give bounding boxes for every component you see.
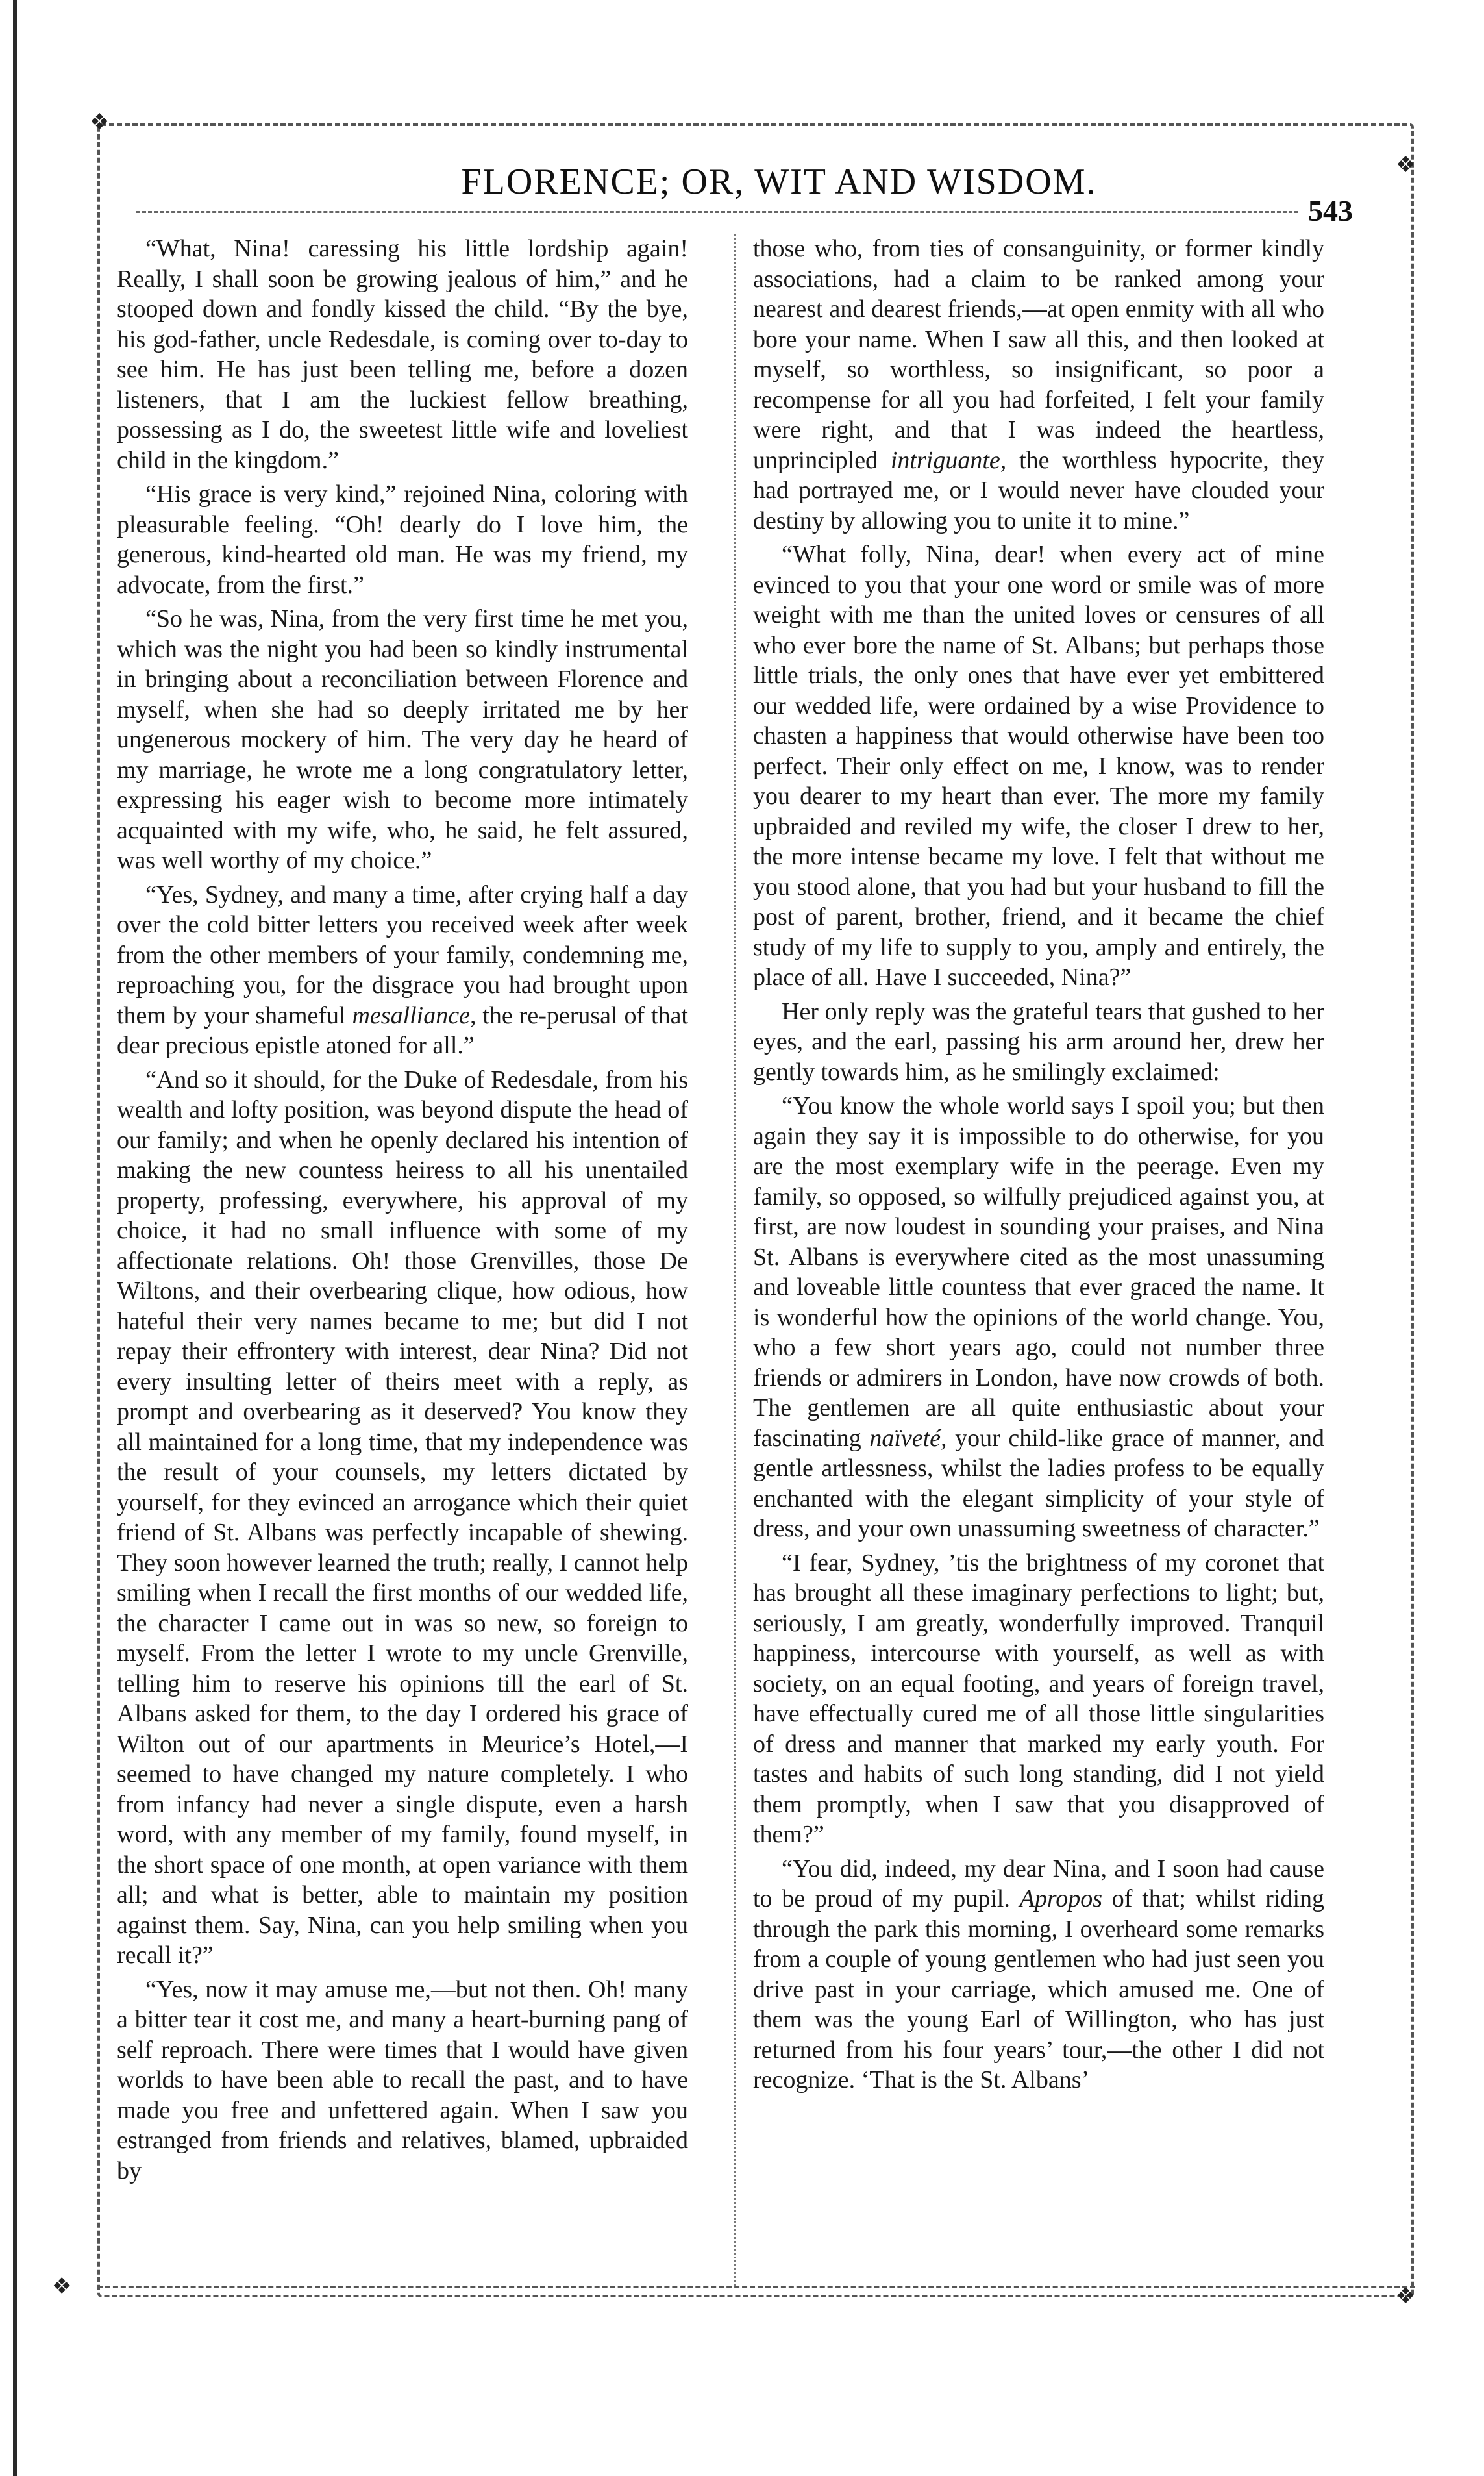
- paragraph: Her only reply was the grateful tears that gushed to her eyes, and the earl, passing his arm around her, drew her gently towards him, as he smilingly exclaimed:: [753, 997, 1324, 1086]
- italic-phrase: naïveté,: [869, 1424, 947, 1452]
- paragraph-text: your child-like grace of manner, and gentle artlessness, whilst the ladies profess to be equally enchanted with the elegant simplicity of your style of dress, and your own unassuming sweetness of character.”: [753, 1424, 1324, 1542]
- page-number: 543: [1308, 194, 1353, 227]
- paragraph-text: of that; whilst riding through the park this morning, I overheard some remarks from a couple of young gentlemen who had just seen you drive past in your carriage, which amused me. One of them was the young Earl of Willington, who has just returned from his four years’ tour,—the other I did not recognize. ‘That is the St. Albans’: [753, 1885, 1324, 2094]
- paragraph: “And so it should, for the Duke of Redesdale, from his wealth and lofty position, was beyond dispute the head of our family; and when he openly declared his intention of making the new countess heiress to all his unentailed property, professing, everywhere, his approval of my choice, it had no small influence with some of my affectionate relations. Oh! those Grenvilles, those De Wiltons, and their overbearing clique, how odious, how hateful their very names became to me; but did I not repay their effrontery with interest, dear Nina? Did not every insulting letter of theirs meet with a reply, as prompt and overbearing as it deserved? You know they all maintained for a long time, that my independence was the result of your counsels, my letters dictated by yourself, for they evinced an arrogance which their quiet friend of St. Albans was perfectly incapable of shewing. They soon however learned the truth; really, I cannot help smiling when I recall the first months of our wedded life, the character I came out in was so new, so foreign to myself. From the letter I wrote to my uncle Grenville, telling him to reserve his opinions till the earl of St. Albans asked for them, to the day I ordered his grace of Wilton out of our apartments in Meurice’s Hotel,—I seemed to have changed my nature completely. I who from infancy had never a single dispute, even a harsh word, with any member of my family, found myself, in the short space of one month, at open variance with them all; and what is better, able to maintain my position against them. Say, Nina, can you help smiling when you recall it?”: [117, 1066, 688, 1969]
- italic-phrase: intriguante,: [890, 446, 1007, 474]
- paragraph: “I fear, Sydney, ’tis the brightness of my coronet that has brought all these imaginary perfections to light; but, seriously, I am greatly, wonderfully improved. Tranquil happiness, intercourse with yourself, as well as with society, on an equal footing, and years of foreign travel, have effectually cured me of all those little singularities of dress and manner that marked my early youth. For tastes and habits of such long standing, did I not yield them promptly, when I saw that you disapproved of them?”: [753, 1549, 1324, 1848]
- italic-phrase: Apropos: [1019, 1885, 1102, 1912]
- paragraph-text: “You did, indeed, my dear Nina, and I soon had cause to be proud of my pupil.: [753, 1855, 1324, 1912]
- corner-ornament-bottom-left: ❖: [52, 2275, 72, 2299]
- paragraph: “What, Nina! caressing his little lordship again! Really, I shall soon be growing jealous of him,” and he stooped down and fondly kissed the child. “By the bye, his god-father, uncle Redesdale, is coming over to-day to see him. He has just been telling me, before a dozen listeners, that I am the luckiest fellow breathing, possessing as I do, the sweetest little wife and loveliest child in the kingdom.”: [117, 235, 688, 474]
- paragraph: [117, 880, 688, 1061]
- paragraph-text: “Yes, Sydney, and many a time, after crying half a day over the cold bitter letters you received week after week from the other members of your family, condemning me, reproaching you, for the disgrace you had brought upon them by your shameful: [117, 881, 688, 1029]
- italic-phrase: mesalliance,: [352, 1001, 476, 1029]
- header-rule: [136, 211, 1298, 213]
- paragraph-text: the re-perusal of that dear precious epistle atoned for all.”: [117, 1001, 688, 1059]
- paragraph: “His grace is very kind,” rejoined Nina, coloring with pleasurable feeling. “Oh! dearly do I love him, the generous, kind-hearted old man. He was my friend, my advocate, from the first.”: [117, 481, 688, 599]
- paragraph-text: those who, from ties of consanguinity, or former kindly associations, had a claim to be ranked among your nearest and dearest friends,—at open enmity with all who bore your name. When I saw all this, and then looked at myself, so worthless, so insignificant, so poor a recompense for all you had forfeited, I felt your family were right, and that I was indeed the heartless, unprincipled: [753, 235, 1324, 474]
- paragraph: “What folly, Nina, dear! when every act of mine evinced to you that your one word or smile was of more weight with me than the united loves or censures of all who ever bore the name of St. Albans; but perhaps those little trials, the only ones that have ever yet embittered our wedded life, were ordained by a wise Providence to chasten a happiness that would otherwise have been too perfect. Their only effect on me, I know, was to render you dearer to my heart than ever. The more my family upbraided and reviled my wife, the closer I drew to her, the more intense became my love. I felt that without me you stood alone, that you had but your husband to fill the post of parent, brother, friend, and it became the chief study of my life to supply to you, amply and entirely, the place of all. Have I succeeded, Nina?”: [753, 541, 1324, 991]
- paragraph: [753, 234, 1324, 536]
- paragraph-text: the worthless hypocrite, they had portrayed me, or I would never have clouded your destiny by allowing you to unite it to mine.”: [753, 446, 1324, 534]
- bottom-rule: [97, 2286, 1415, 2288]
- paragraph-text: “You know the whole world says I spoil you; but then again they say it is impossible to do otherwise, for you are the most exemplary wife in the peerage. Even my family, so opposed, so wilfully prejudiced against you, at first, are now loudest in sounding your praises, and Nina St. Albans is everywhere cited as the most unassuming and loveable little countess that ever graced the name. It is wonderful how the opinions of the world change. You, who a few short years ago, could not number three friends or admirers in London, have now crowds of both. The gentlemen are all quite enthusiastic about your fascinating: [753, 1092, 1324, 1452]
- corner-ornament-top-left: ❖: [90, 110, 110, 134]
- paragraph: “Yes, now it may amuse me,—but not then. Oh! many a bitter tear it cost me, and many a heart-burning pang of self reproach. There were times that I would have given worlds to have been able to recall the past, and to have made you free and unfettered again. When I saw you estranged from friends and relatives, blamed, upbraided by: [117, 1975, 688, 2184]
- paragraph: [753, 1091, 1324, 1544]
- scan-edge-line: [13, 0, 17, 2476]
- running-title: FLORENCE; OR, WIT AND WISDOM.: [461, 162, 1097, 202]
- paragraph: [753, 1854, 1324, 2095]
- paragraph: “So he was, Nina, from the very first time he met you, which was the night you had been so kindly instrumental in bringing about a reconciliation between Florence and myself, when she had so deeply irritated me by her ungenerous mockery of him. The very day he heard of my marriage, he wrote me a long congratulatory letter, expressing his eager wish to become more intimately acquainted with my wife, who, he said, he felt assured, was well worthy of my choice.”: [117, 605, 688, 874]
- left-column: [117, 234, 688, 2279]
- corner-ornament-bottom-right: ❖: [1396, 2284, 1416, 2308]
- right-column: [753, 234, 1324, 2279]
- column-divider: [734, 234, 736, 2286]
- corner-ornament-top-right: ❖: [1396, 153, 1416, 177]
